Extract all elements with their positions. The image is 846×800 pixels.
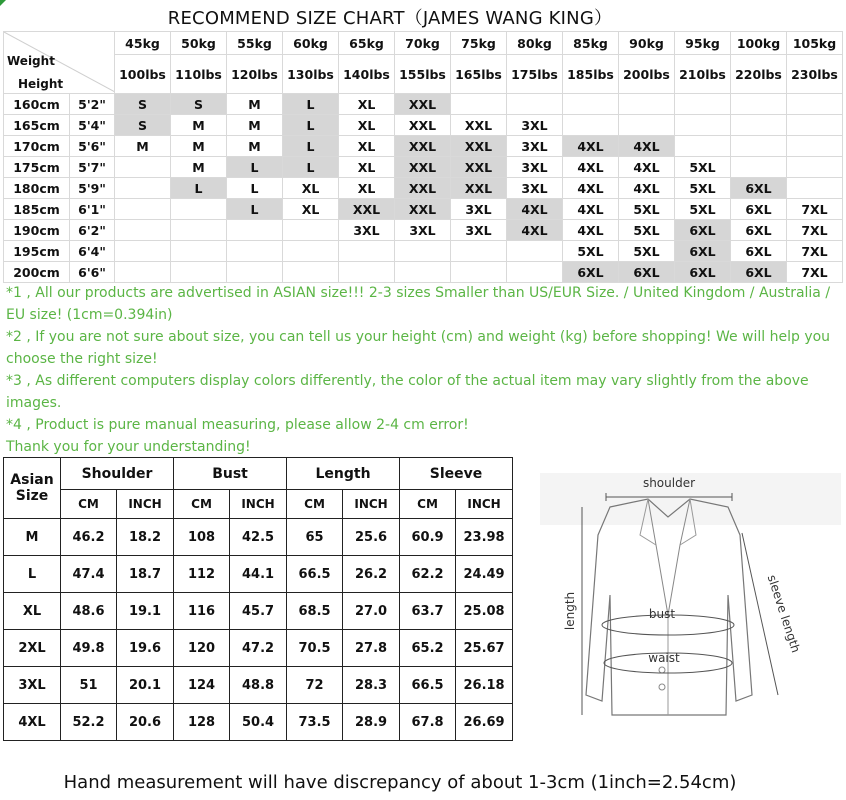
size-cell: 5XL [619, 241, 675, 262]
measurement-value: 72 [287, 667, 343, 704]
size-cell: 6XL [731, 241, 787, 262]
measurement-value: 49.8 [61, 630, 117, 667]
measurement-row [4, 667, 513, 704]
size-cell: 6XL [731, 178, 787, 199]
size-cell: XXL [395, 136, 451, 157]
unit-cm: CM [174, 490, 230, 519]
size-cell [115, 220, 171, 241]
size-cell: 3XL [507, 157, 563, 178]
height-cm: 190cm [4, 220, 70, 241]
height-cm: 180cm [4, 178, 70, 199]
unit-cm: CM [400, 490, 456, 519]
height-ft: 5'7" [70, 157, 115, 178]
size-cell [451, 241, 507, 262]
measurement-value: 18.2 [117, 519, 174, 556]
unit-inch: INCH [343, 490, 400, 519]
size-chart-row [4, 262, 843, 283]
measurement-value: 50.4 [230, 704, 287, 741]
height-cm: 160cm [4, 94, 70, 115]
size-cell: L [283, 136, 339, 157]
weight-lbs-header: 185lbs [563, 55, 619, 94]
note-line: *2 , If you are not sure about size, you can tell us your height (cm) and weight (kg) before shopping! We will help you choose the right size! [6, 329, 831, 367]
asian-size: L [4, 556, 61, 593]
size-cell: 6XL [675, 241, 731, 262]
measurement-row [4, 556, 513, 593]
asian-size: 4XL [4, 704, 61, 741]
measurement-value: 47.2 [230, 630, 287, 667]
size-cell: 4XL [507, 220, 563, 241]
size-cell: S [115, 115, 171, 136]
unit-cm: CM [287, 490, 343, 519]
measurement-value: 25.6 [343, 519, 400, 556]
size-cell: XL [339, 115, 395, 136]
height-ft: 6'4" [70, 241, 115, 262]
size-cell [731, 115, 787, 136]
notes-section [6, 282, 838, 458]
size-cell [171, 241, 227, 262]
weight-kg-header: 50kg [171, 32, 227, 55]
measurement-value: 51 [61, 667, 117, 704]
size-cell: 4XL [563, 199, 619, 220]
weight-kg-header: 95kg [675, 32, 731, 55]
footer-note: Hand measurement will have discrepancy of about 1-3cm (1inch=2.54cm) [63, 772, 737, 793]
size-cell: 4XL [563, 178, 619, 199]
weight-lbs-header: 200lbs [619, 55, 675, 94]
size-cell: L [227, 199, 283, 220]
size-cell [339, 241, 395, 262]
measurement-row [4, 519, 513, 556]
measurement-value: 68.5 [287, 593, 343, 630]
measurement-row [4, 630, 513, 667]
size-chart-row [4, 136, 843, 157]
size-cell: 3XL [507, 115, 563, 136]
sleeve-header: Sleeve [400, 458, 513, 490]
size-cell: 4XL [563, 136, 619, 157]
size-cell: XXL [451, 157, 507, 178]
sleeve-length-label: sleeve length [764, 573, 803, 655]
size-cell: 3XL [339, 220, 395, 241]
size-cell: S [171, 94, 227, 115]
size-chart-row [4, 199, 843, 220]
size-cell: 4XL [619, 136, 675, 157]
weight-label: Weight [7, 54, 55, 68]
jacket-illustration [540, 465, 841, 765]
measurement-value: 112 [174, 556, 230, 593]
measurement-value: 25.08 [456, 593, 513, 630]
asian-size-header: Asian Size [4, 458, 61, 519]
size-cell [731, 136, 787, 157]
size-cell: 6XL [731, 220, 787, 241]
measurement-value: 20.6 [117, 704, 174, 741]
unit-inch: INCH [456, 490, 513, 519]
size-cell: 3XL [451, 199, 507, 220]
size-cell: 7XL [787, 262, 843, 283]
size-cell [787, 115, 843, 136]
weight-lbs-header: 220lbs [731, 55, 787, 94]
size-cell: 6XL [731, 199, 787, 220]
measurement-value: 26.18 [456, 667, 513, 704]
size-cell: L [283, 115, 339, 136]
size-cell: 5XL [675, 157, 731, 178]
size-cell: L [171, 178, 227, 199]
weight-kg-header: 75kg [451, 32, 507, 55]
size-cell: XXL [451, 136, 507, 157]
weight-lbs-header: 120lbs [227, 55, 283, 94]
measurement-row [4, 593, 513, 630]
size-cell: XXL [395, 157, 451, 178]
asian-size: M [4, 519, 61, 556]
size-cell: M [227, 94, 283, 115]
size-cell: L [227, 178, 283, 199]
measurement-value: 44.1 [230, 556, 287, 593]
size-cell [507, 94, 563, 115]
size-cell [115, 157, 171, 178]
size-cell: 3XL [507, 178, 563, 199]
weight-lbs-header: 175lbs [507, 55, 563, 94]
size-chart-row [4, 220, 843, 241]
size-cell: 3XL [451, 220, 507, 241]
size-cell: M [115, 136, 171, 157]
weight-kg-header: 85kg [563, 32, 619, 55]
weight-kg-header: 60kg [283, 32, 339, 55]
measurement-value: 28.3 [343, 667, 400, 704]
size-cell [339, 262, 395, 283]
length-header: Length [287, 458, 400, 490]
measurement-value: 52.2 [61, 704, 117, 741]
size-cell [115, 199, 171, 220]
size-cell [227, 241, 283, 262]
weight-kg-header: 100kg [731, 32, 787, 55]
measurement-value: 25.67 [456, 630, 513, 667]
measurement-value: 63.7 [400, 593, 456, 630]
asian-size: 3XL [4, 667, 61, 704]
height-label: Height [18, 77, 64, 91]
size-cell [787, 136, 843, 157]
size-cell: M [171, 136, 227, 157]
size-cell [451, 262, 507, 283]
height-ft: 5'4" [70, 115, 115, 136]
measurement-value: 66.5 [287, 556, 343, 593]
measurement-value: 46.2 [61, 519, 117, 556]
measurement-value: 60.9 [400, 519, 456, 556]
size-cell: XL [283, 178, 339, 199]
size-cell [563, 94, 619, 115]
size-cell: XXL [395, 199, 451, 220]
waist-label: waist [648, 651, 680, 665]
size-cell: XXL [395, 178, 451, 199]
size-cell [171, 199, 227, 220]
weight-kg-header: 55kg [227, 32, 283, 55]
measurement-value: 67.8 [400, 704, 456, 741]
size-cell: L [283, 94, 339, 115]
bust-label: bust [648, 607, 676, 621]
size-cell: 4XL [619, 178, 675, 199]
shoulder-header: Shoulder [61, 458, 174, 490]
size-cell: L [283, 157, 339, 178]
height-cm: 200cm [4, 262, 70, 283]
size-cell: XL [339, 136, 395, 157]
height-ft: 5'6" [70, 136, 115, 157]
size-cell: 7XL [787, 199, 843, 220]
measurement-value: 62.2 [400, 556, 456, 593]
size-cell [675, 94, 731, 115]
measurement-value: 45.7 [230, 593, 287, 630]
height-cm: 185cm [4, 199, 70, 220]
size-cell: 7XL [787, 220, 843, 241]
asian-size: XL [4, 593, 61, 630]
size-cell [731, 157, 787, 178]
size-cell: M [171, 115, 227, 136]
height-ft: 5'2" [70, 94, 115, 115]
height-ft: 6'2" [70, 220, 115, 241]
size-cell [115, 241, 171, 262]
measurement-value: 24.49 [456, 556, 513, 593]
size-cell [395, 241, 451, 262]
measurement-value: 124 [174, 667, 230, 704]
size-cell: XXL [339, 199, 395, 220]
note-line: *3 , As different computers display colors differently, the color of the actual item may vary slightly from the above images. [6, 373, 809, 411]
weight-lbs-header: 100lbs [115, 55, 171, 94]
size-cell: S [115, 94, 171, 115]
size-cell [563, 115, 619, 136]
size-cell [395, 262, 451, 283]
note-line: *1 , All our products are advertised in ASIAN size!!! 2-3 sizes Smaller than US/EUR Size. / United Kingdom / Australia / EU size! (1cm=0.394in) [6, 285, 831, 323]
jacket-diagram [540, 465, 841, 765]
height-ft: 5'9" [70, 178, 115, 199]
measurement-value: 116 [174, 593, 230, 630]
size-cell [115, 178, 171, 199]
shoulder-label: shoulder [642, 476, 696, 490]
size-chart-row [4, 157, 843, 178]
bust-header: Bust [174, 458, 287, 490]
measurement-value: 120 [174, 630, 230, 667]
size-cell [787, 178, 843, 199]
size-cell [115, 262, 171, 283]
measurement-value: 108 [174, 519, 230, 556]
size-cell: M [171, 157, 227, 178]
asian-size: 2XL [4, 630, 61, 667]
weight-kg-header: 45kg [115, 32, 171, 55]
height-cm: 175cm [4, 157, 70, 178]
length-label: length [563, 591, 577, 631]
unit-inch: INCH [230, 490, 287, 519]
size-cell [227, 262, 283, 283]
weight-kg-header: 105kg [787, 32, 843, 55]
size-cell: 6XL [731, 262, 787, 283]
weight-lbs-header: 140lbs [339, 55, 395, 94]
size-cell: 4XL [563, 157, 619, 178]
size-cell [619, 94, 675, 115]
size-cell [171, 220, 227, 241]
height-ft: 6'6" [70, 262, 115, 283]
size-cell: XL [283, 199, 339, 220]
measurement-value: 66.5 [400, 667, 456, 704]
height-cm: 165cm [4, 115, 70, 136]
recommend-size-chart [3, 31, 843, 283]
measurement-table [3, 457, 513, 741]
size-chart-row [4, 94, 843, 115]
size-cell [731, 94, 787, 115]
measurement-value: 27.0 [343, 593, 400, 630]
note-line: *4 , Product is pure manual measuring, please allow 2-4 cm error! [6, 417, 469, 433]
size-cell: 3XL [395, 220, 451, 241]
size-cell: XXL [451, 115, 507, 136]
note-line: Thank you for your understanding! [6, 439, 251, 455]
measurement-value: 20.1 [117, 667, 174, 704]
weight-kg-header: 65kg [339, 32, 395, 55]
measurement-value: 70.5 [287, 630, 343, 667]
weight-kg-header: 80kg [507, 32, 563, 55]
size-cell: XXL [395, 94, 451, 115]
height-ft: 6'1" [70, 199, 115, 220]
size-cell: 5XL [619, 220, 675, 241]
size-cell [283, 262, 339, 283]
size-cell: 4XL [507, 199, 563, 220]
measurement-value: 48.6 [61, 593, 117, 630]
size-cell [451, 94, 507, 115]
size-cell: XL [339, 94, 395, 115]
weight-height-corner [4, 32, 115, 94]
size-cell [619, 115, 675, 136]
size-cell: 6XL [563, 262, 619, 283]
size-chart-row [4, 115, 843, 136]
size-cell [787, 157, 843, 178]
measurement-value: 73.5 [287, 704, 343, 741]
size-cell: XXL [395, 115, 451, 136]
size-cell: 4XL [619, 157, 675, 178]
size-cell [507, 241, 563, 262]
measurement-value: 18.7 [117, 556, 174, 593]
size-cell: M [227, 136, 283, 157]
weight-lbs-header: 130lbs [283, 55, 339, 94]
size-cell [171, 262, 227, 283]
measurement-value: 42.5 [230, 519, 287, 556]
measurement-row [4, 704, 513, 741]
size-cell: 6XL [675, 262, 731, 283]
height-cm: 195cm [4, 241, 70, 262]
size-cell: XXL [451, 178, 507, 199]
size-cell: 5XL [675, 199, 731, 220]
measurement-value: 128 [174, 704, 230, 741]
size-cell [787, 94, 843, 115]
weight-kg-header: 70kg [395, 32, 451, 55]
measurement-value: 23.98 [456, 519, 513, 556]
size-cell: L [227, 157, 283, 178]
measurement-value: 48.8 [230, 667, 287, 704]
size-cell: 7XL [787, 241, 843, 262]
weight-lbs-header: 110lbs [171, 55, 227, 94]
measurement-value: 19.6 [117, 630, 174, 667]
weight-lbs-header: 165lbs [451, 55, 507, 94]
size-cell [675, 115, 731, 136]
weight-lbs-header: 155lbs [395, 55, 451, 94]
size-chart-row [4, 241, 843, 262]
measurement-value: 27.8 [343, 630, 400, 667]
size-cell: XL [339, 157, 395, 178]
size-cell: XL [339, 178, 395, 199]
measurement-value: 28.9 [343, 704, 400, 741]
measurement-value: 26.69 [456, 704, 513, 741]
weight-lbs-header: 210lbs [675, 55, 731, 94]
size-cell: 6XL [675, 220, 731, 241]
measurement-value: 26.2 [343, 556, 400, 593]
size-cell: 6XL [619, 262, 675, 283]
height-cm: 170cm [4, 136, 70, 157]
size-chart-row [4, 178, 843, 199]
size-cell: 4XL [563, 220, 619, 241]
measurement-value: 65.2 [400, 630, 456, 667]
size-cell [227, 220, 283, 241]
size-cell: 3XL [507, 136, 563, 157]
measurement-value: 65 [287, 519, 343, 556]
size-cell: 5XL [619, 199, 675, 220]
weight-kg-header: 90kg [619, 32, 675, 55]
size-cell [675, 136, 731, 157]
weight-lbs-header: 230lbs [787, 55, 843, 94]
size-cell [283, 220, 339, 241]
measurement-value: 19.1 [117, 593, 174, 630]
unit-inch: INCH [117, 490, 174, 519]
chart-title: RECOMMEND SIZE CHART（JAMES WANG KING） [167, 8, 613, 29]
unit-cm: CM [61, 490, 117, 519]
size-cell [283, 241, 339, 262]
size-cell: 5XL [675, 178, 731, 199]
measurement-value: 47.4 [61, 556, 117, 593]
size-cell: 5XL [563, 241, 619, 262]
size-cell: M [227, 115, 283, 136]
size-cell [507, 262, 563, 283]
